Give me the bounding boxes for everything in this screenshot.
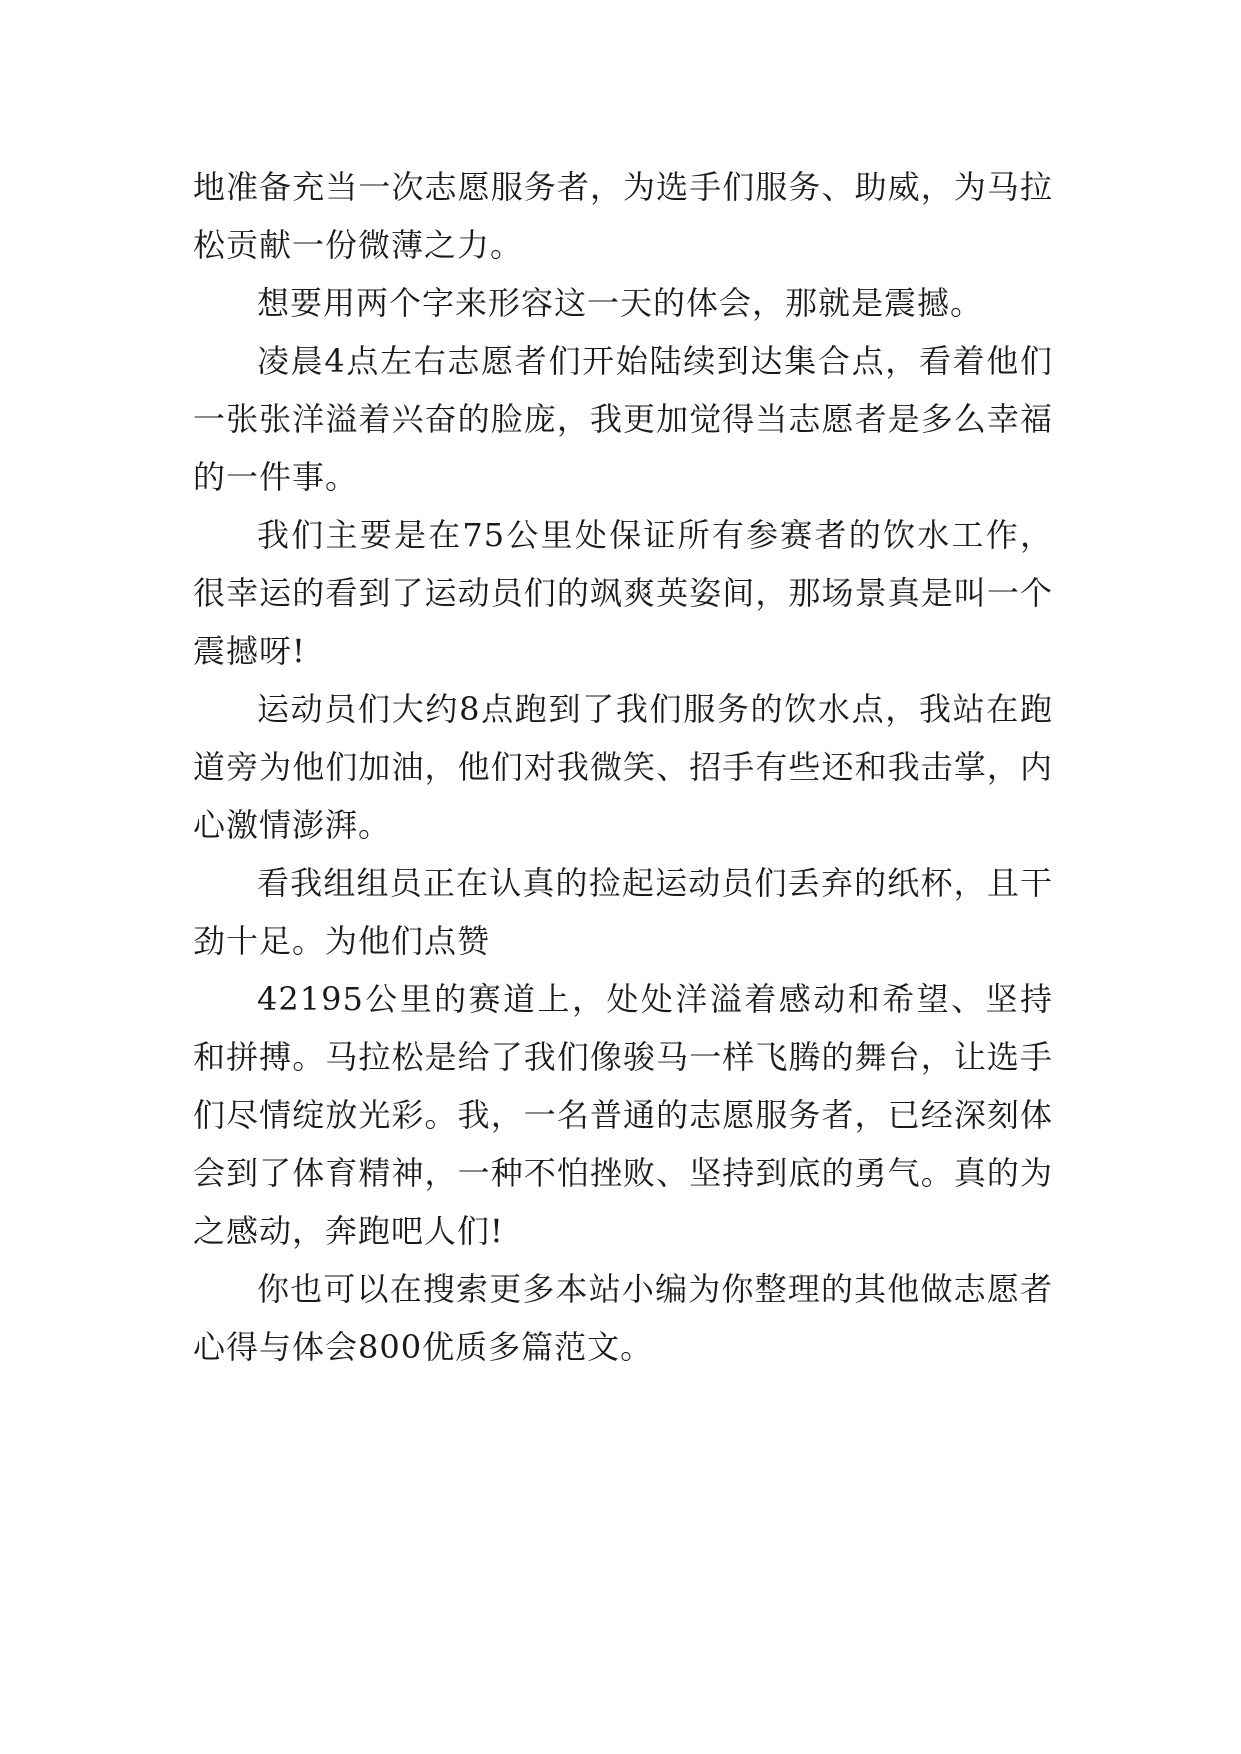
paragraph-7: 42195公里的赛道上，处处洋溢着感动和希望、坚持和拼搏。马拉松是给了我们像骏马一样飞腾的舞台，让选手们尽情绽放光彩。我，一名普通的志愿服务者，已经深刻体会到了体育精神，一种不怕挫败、坚持到底的勇气。真的为之感动，奔跑吧人们! (193, 980, 1053, 1250)
paragraph-3: 凌晨4点左右志愿者们开始陆续到达集合点，看着他们一张张洋溢着兴奋的脸庞，我更加觉得当志愿者是多么幸福的一件事。 (193, 342, 1053, 496)
paragraph-4: 我们主要是在75公里处保证所有参赛者的饮水工作，很幸运的看到了运动员们的飒爽英姿间，那场景真是叫一个震撼呀! (193, 516, 1053, 670)
document-body (193, 158, 1053, 1376)
paragraph-6: 看我组组员正在认真的捡起运动员们丢弃的纸杯，且干劲十足。为他们点赞 (193, 864, 1053, 960)
paragraph-5: 运动员们大约8点跑到了我们服务的饮水点，我站在跑道旁为他们加油，他们对我微笑、招手有些还和我击掌，内心激情澎湃。 (193, 690, 1053, 844)
paragraph-8: 你也可以在搜索更多本站小编为你整理的其他做志愿者心得与体会800优质多篇范文。 (193, 1270, 1053, 1366)
paragraph-1: 地准备充当一次志愿服务者，为选手们服务、助威，为马拉松贡献一份微薄之力。 (193, 168, 1053, 264)
paragraph-2: 想要用两个字来形容这一天的体会，那就是震撼。 (257, 284, 984, 322)
